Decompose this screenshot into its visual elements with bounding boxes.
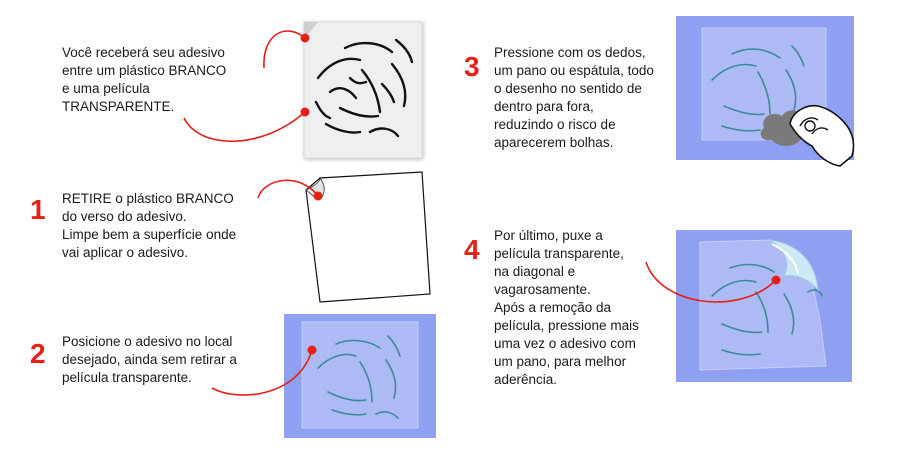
step-1-text: RETIRE o plástico BRANCO do verso do adesivo. Limpe bem a superfície onde vai aplicar o adesivo.	[62, 191, 237, 260]
intro-text: Você receberá seu adesivo entre um plástico BRANCO e uma película TRANSPARENTE.	[62, 45, 227, 114]
step-4-number: 4	[464, 234, 480, 265]
wall-step-2-illustration	[284, 314, 436, 438]
white-backing-illustration	[306, 172, 430, 302]
step-2-number: 2	[30, 338, 46, 369]
intro-callout-dot-bottom	[301, 108, 310, 117]
step-3-text: Pressione com os dedos, um pano ou espátula, todo o desenho no sentido de dentro para fora, reduzindo o risco de aparecerem bolhas.	[494, 45, 654, 150]
step-2-callout-dot	[308, 346, 317, 355]
step-1-number: 1	[30, 194, 46, 225]
step-1-callout-dot	[314, 192, 323, 201]
step-4-text: Por último, puxe a película transparente, na diagonal e vagarosamente. Após a remoção da película, pressione mais uma vez o adesivo com um pano, para melhor aderência.	[494, 228, 639, 387]
intro-callout-dot-top	[301, 34, 310, 43]
intro-callout-curve	[264, 31, 305, 68]
step-3-number: 3	[464, 51, 480, 82]
step-4-callout-dot	[772, 276, 781, 285]
wall-step-3-illustration	[676, 16, 854, 166]
step-2-text: Posicione o adesivo no local desejado, ainda sem retirar a película transparente.	[62, 334, 237, 385]
wall-step-4-illustration	[676, 230, 852, 382]
sticker-sheet-illustration	[304, 22, 422, 158]
intro-callout-curve-lower	[184, 112, 305, 141]
